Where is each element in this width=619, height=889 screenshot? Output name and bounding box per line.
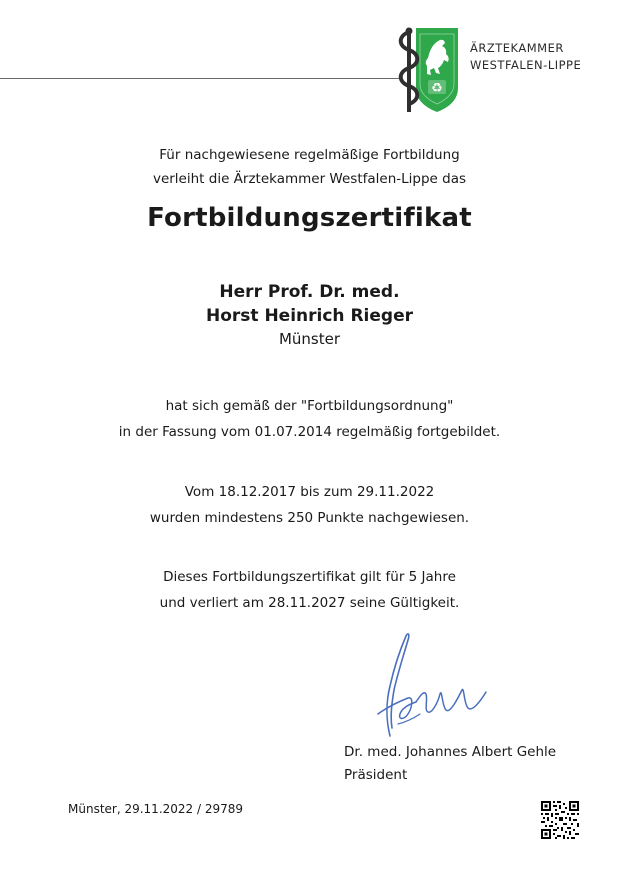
recipient-title: Herr Prof. Dr. med. bbox=[219, 282, 400, 302]
period-text bbox=[0, 479, 619, 531]
regulation-line2: in der Fassung vom 01.07.2014 regelmäßig fortgebildet. bbox=[118, 424, 501, 440]
signer-name: Dr. med. Johannes Albert Gehle bbox=[344, 744, 557, 760]
validity-text bbox=[0, 564, 619, 616]
organization-name bbox=[470, 40, 581, 74]
header-rule bbox=[0, 78, 402, 79]
signature-icon bbox=[368, 628, 498, 740]
intro-line2: verleiht die Ärztekammer Westfalen-Lippe das bbox=[152, 171, 467, 187]
chamber-logo-icon bbox=[398, 26, 460, 114]
regulation-line1: hat sich gemäß der "Fortbildungsordnung" bbox=[165, 398, 454, 414]
validity-line2: und verliert am 28.11.2027 seine Gültigkeit. bbox=[159, 595, 460, 611]
certificate-title: Fortbildungszertifikat bbox=[147, 203, 472, 233]
period-line2: wurden mindestens 250 Punkte nachgewiesen. bbox=[149, 510, 470, 526]
qr-code-icon bbox=[541, 801, 579, 839]
organization-name-line2: WESTFALEN-LIPPE bbox=[470, 58, 582, 72]
intro-text bbox=[0, 143, 619, 191]
signer-role: Präsident bbox=[344, 767, 408, 783]
recipient-name bbox=[0, 280, 619, 328]
svg-text:♻: ♻ bbox=[431, 81, 443, 96]
recipient-full-name: Horst Heinrich Rieger bbox=[206, 306, 413, 326]
signer-block bbox=[344, 741, 556, 787]
recipient-city: Münster bbox=[278, 330, 341, 348]
intro-line1: Für nachgewiesene regelmäßige Fortbildung bbox=[159, 147, 460, 163]
validity-line1: Dieses Fortbildungszertifikat gilt für 5 Jahre bbox=[163, 569, 456, 585]
regulation-text bbox=[0, 393, 619, 445]
footer-place-date: Münster, 29.11.2022 / 29789 bbox=[68, 802, 244, 816]
organization-name-line1: ÄRZTEKAMMER bbox=[470, 41, 564, 55]
period-line1: Vom 18.12.2017 bis zum 29.11.2022 bbox=[184, 484, 435, 500]
